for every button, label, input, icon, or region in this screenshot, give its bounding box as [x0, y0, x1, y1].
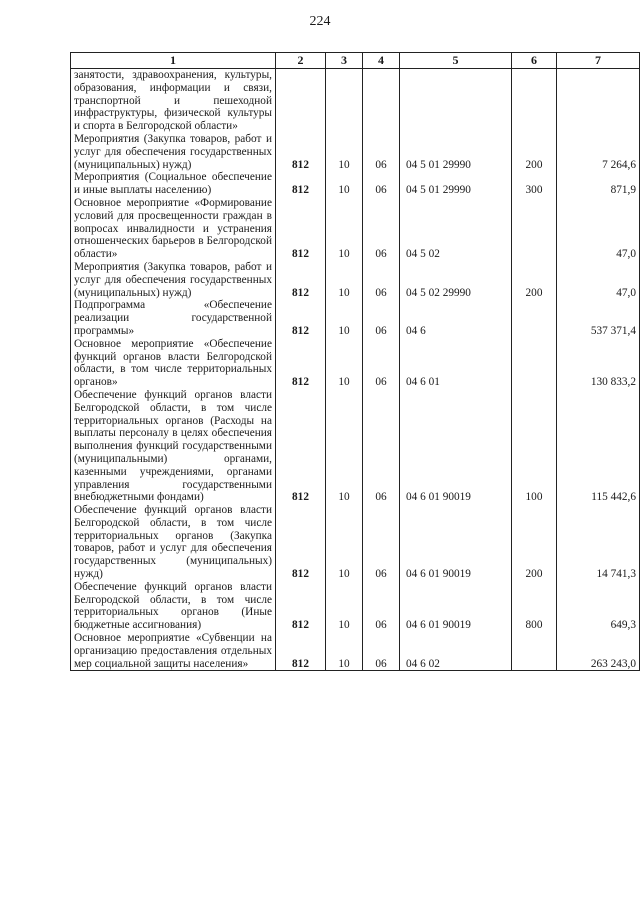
admin-code-cell: 812: [276, 581, 326, 632]
amount-cell: [557, 69, 640, 133]
section-cell: 10: [326, 504, 363, 581]
amount-cell: 537 371,4: [557, 299, 640, 337]
table-row: [71, 69, 640, 133]
column-header: 4: [363, 53, 400, 69]
section-cell: [326, 69, 363, 133]
subsection-cell: [363, 69, 400, 133]
subsection-cell: 06: [363, 171, 400, 197]
section-cell: 10: [326, 581, 363, 632]
table-row: [71, 261, 640, 299]
target-article-cell: 04 6 02: [400, 632, 512, 671]
table-row: [71, 197, 640, 261]
table-row: [71, 338, 640, 389]
item-name-cell: занятости, здравоохранения, культуры, образования, информации и связи, транспортной и пешеходной инфраструктуры, физической культуры и спорта в Белгородской области»: [71, 69, 276, 133]
target-article-cell: 04 5 02 29990: [400, 261, 512, 299]
header-row: [71, 53, 640, 69]
item-name-cell: Обеспечение функций органов власти Белгородской области, в том числе территориальных органов (Расходы на выплаты персоналу в целях обеспечения выполнения функций государственными (муниципальными) органами, казенными учреждениями, органами управления государственными внебюджетными фондами): [71, 389, 276, 504]
expense-type-cell: [512, 197, 557, 261]
expense-type-cell: 800: [512, 581, 557, 632]
target-article-cell: 04 6 01: [400, 338, 512, 389]
amount-cell: 47,0: [557, 261, 640, 299]
item-name-cell: Основное мероприятие «Обеспечение функций органов власти Белгородской области, в том числе территориальных органов»: [71, 338, 276, 389]
expense-type-cell: [512, 69, 557, 133]
admin-code-cell: [276, 69, 326, 133]
target-article-cell: 04 6 01 90019: [400, 389, 512, 504]
target-article-cell: 04 5 01 29990: [400, 133, 512, 171]
amount-cell: 649,3: [557, 581, 640, 632]
item-name-cell: Основное мероприятие «Субвенции на организацию предоставления отдельных мер социальной защиты населения»: [71, 632, 276, 671]
amount-cell: 47,0: [557, 197, 640, 261]
column-header: 7: [557, 53, 640, 69]
subsection-cell: 06: [363, 632, 400, 671]
admin-code-cell: 812: [276, 299, 326, 337]
expense-type-cell: 100: [512, 389, 557, 504]
item-name-cell: Обеспечение функций органов власти Белгородской области, в том числе территориальных органов (Иные бюджетные ассигнования): [71, 581, 276, 632]
table-row: [71, 133, 640, 171]
amount-cell: 7 264,6: [557, 133, 640, 171]
expense-type-cell: 200: [512, 133, 557, 171]
expense-type-cell: 200: [512, 504, 557, 581]
column-header: 5: [400, 53, 512, 69]
subsection-cell: 06: [363, 581, 400, 632]
admin-code-cell: 812: [276, 261, 326, 299]
column-header: 2: [276, 53, 326, 69]
subsection-cell: 06: [363, 504, 400, 581]
amount-cell: 130 833,2: [557, 338, 640, 389]
amount-cell: 115 442,6: [557, 389, 640, 504]
page-number: 224: [309, 14, 331, 29]
section-cell: 10: [326, 299, 363, 337]
subsection-cell: 06: [363, 133, 400, 171]
subsection-cell: 06: [363, 299, 400, 337]
expense-type-cell: [512, 338, 557, 389]
table-row: [71, 632, 640, 671]
table-row: [71, 171, 640, 197]
column-header: 6: [512, 53, 557, 69]
target-article-cell: 04 6: [400, 299, 512, 337]
section-cell: 10: [326, 632, 363, 671]
subsection-cell: 06: [363, 261, 400, 299]
amount-cell: 14 741,3: [557, 504, 640, 581]
item-name-cell: Подпрограмма «Обеспечение реализации государственной программы»: [71, 299, 276, 337]
item-name-cell: Мероприятия (Закупка товаров, работ и услуг для обеспечения государственных (муниципальных) нужд): [71, 261, 276, 299]
admin-code-cell: 812: [276, 632, 326, 671]
amount-cell: 871,9: [557, 171, 640, 197]
expense-type-cell: 200: [512, 261, 557, 299]
amount-cell: 263 243,0: [557, 632, 640, 671]
admin-code-cell: 812: [276, 171, 326, 197]
target-article-cell: 04 6 01 90019: [400, 581, 512, 632]
column-header: 3: [326, 53, 363, 69]
admin-code-cell: 812: [276, 338, 326, 389]
section-cell: 10: [326, 338, 363, 389]
section-cell: 10: [326, 133, 363, 171]
table-row: [71, 389, 640, 504]
item-name-cell: Основное мероприятие «Формирование условий для просвещенности граждан в вопросах инвалидности и устранения отношенческих барьеров в Белгородской области»: [71, 197, 276, 261]
table-row: [71, 299, 640, 337]
subsection-cell: 06: [363, 338, 400, 389]
section-cell: 10: [326, 389, 363, 504]
admin-code-cell: 812: [276, 133, 326, 171]
subsection-cell: 06: [363, 389, 400, 504]
expense-type-cell: [512, 632, 557, 671]
expense-type-cell: 300: [512, 171, 557, 197]
section-cell: 10: [326, 197, 363, 261]
target-article-cell: 04 5 01 29990: [400, 171, 512, 197]
section-cell: 10: [326, 261, 363, 299]
item-name-cell: Мероприятия (Закупка товаров, работ и услуг для обеспечения государственных (муниципальных) нужд): [71, 133, 276, 171]
admin-code-cell: 812: [276, 504, 326, 581]
section-cell: 10: [326, 171, 363, 197]
table-row: [71, 581, 640, 632]
admin-code-cell: 812: [276, 389, 326, 504]
item-name-cell: Мероприятия (Социальное обеспечение и иные выплаты населению): [71, 171, 276, 197]
expense-type-cell: [512, 299, 557, 337]
target-article-cell: 04 6 01 90019: [400, 504, 512, 581]
budget-table: [70, 52, 640, 671]
item-name-cell: Обеспечение функций органов власти Белгородской области, в том числе территориальных органов (Закупка товаров, работ и услуг для обеспечения государственных (муниципальных) нужд): [71, 504, 276, 581]
target-article-cell: [400, 69, 512, 133]
target-article-cell: 04 5 02: [400, 197, 512, 261]
admin-code-cell: 812: [276, 197, 326, 261]
subsection-cell: 06: [363, 197, 400, 261]
column-header: 1: [71, 53, 276, 69]
table-row: [71, 504, 640, 581]
